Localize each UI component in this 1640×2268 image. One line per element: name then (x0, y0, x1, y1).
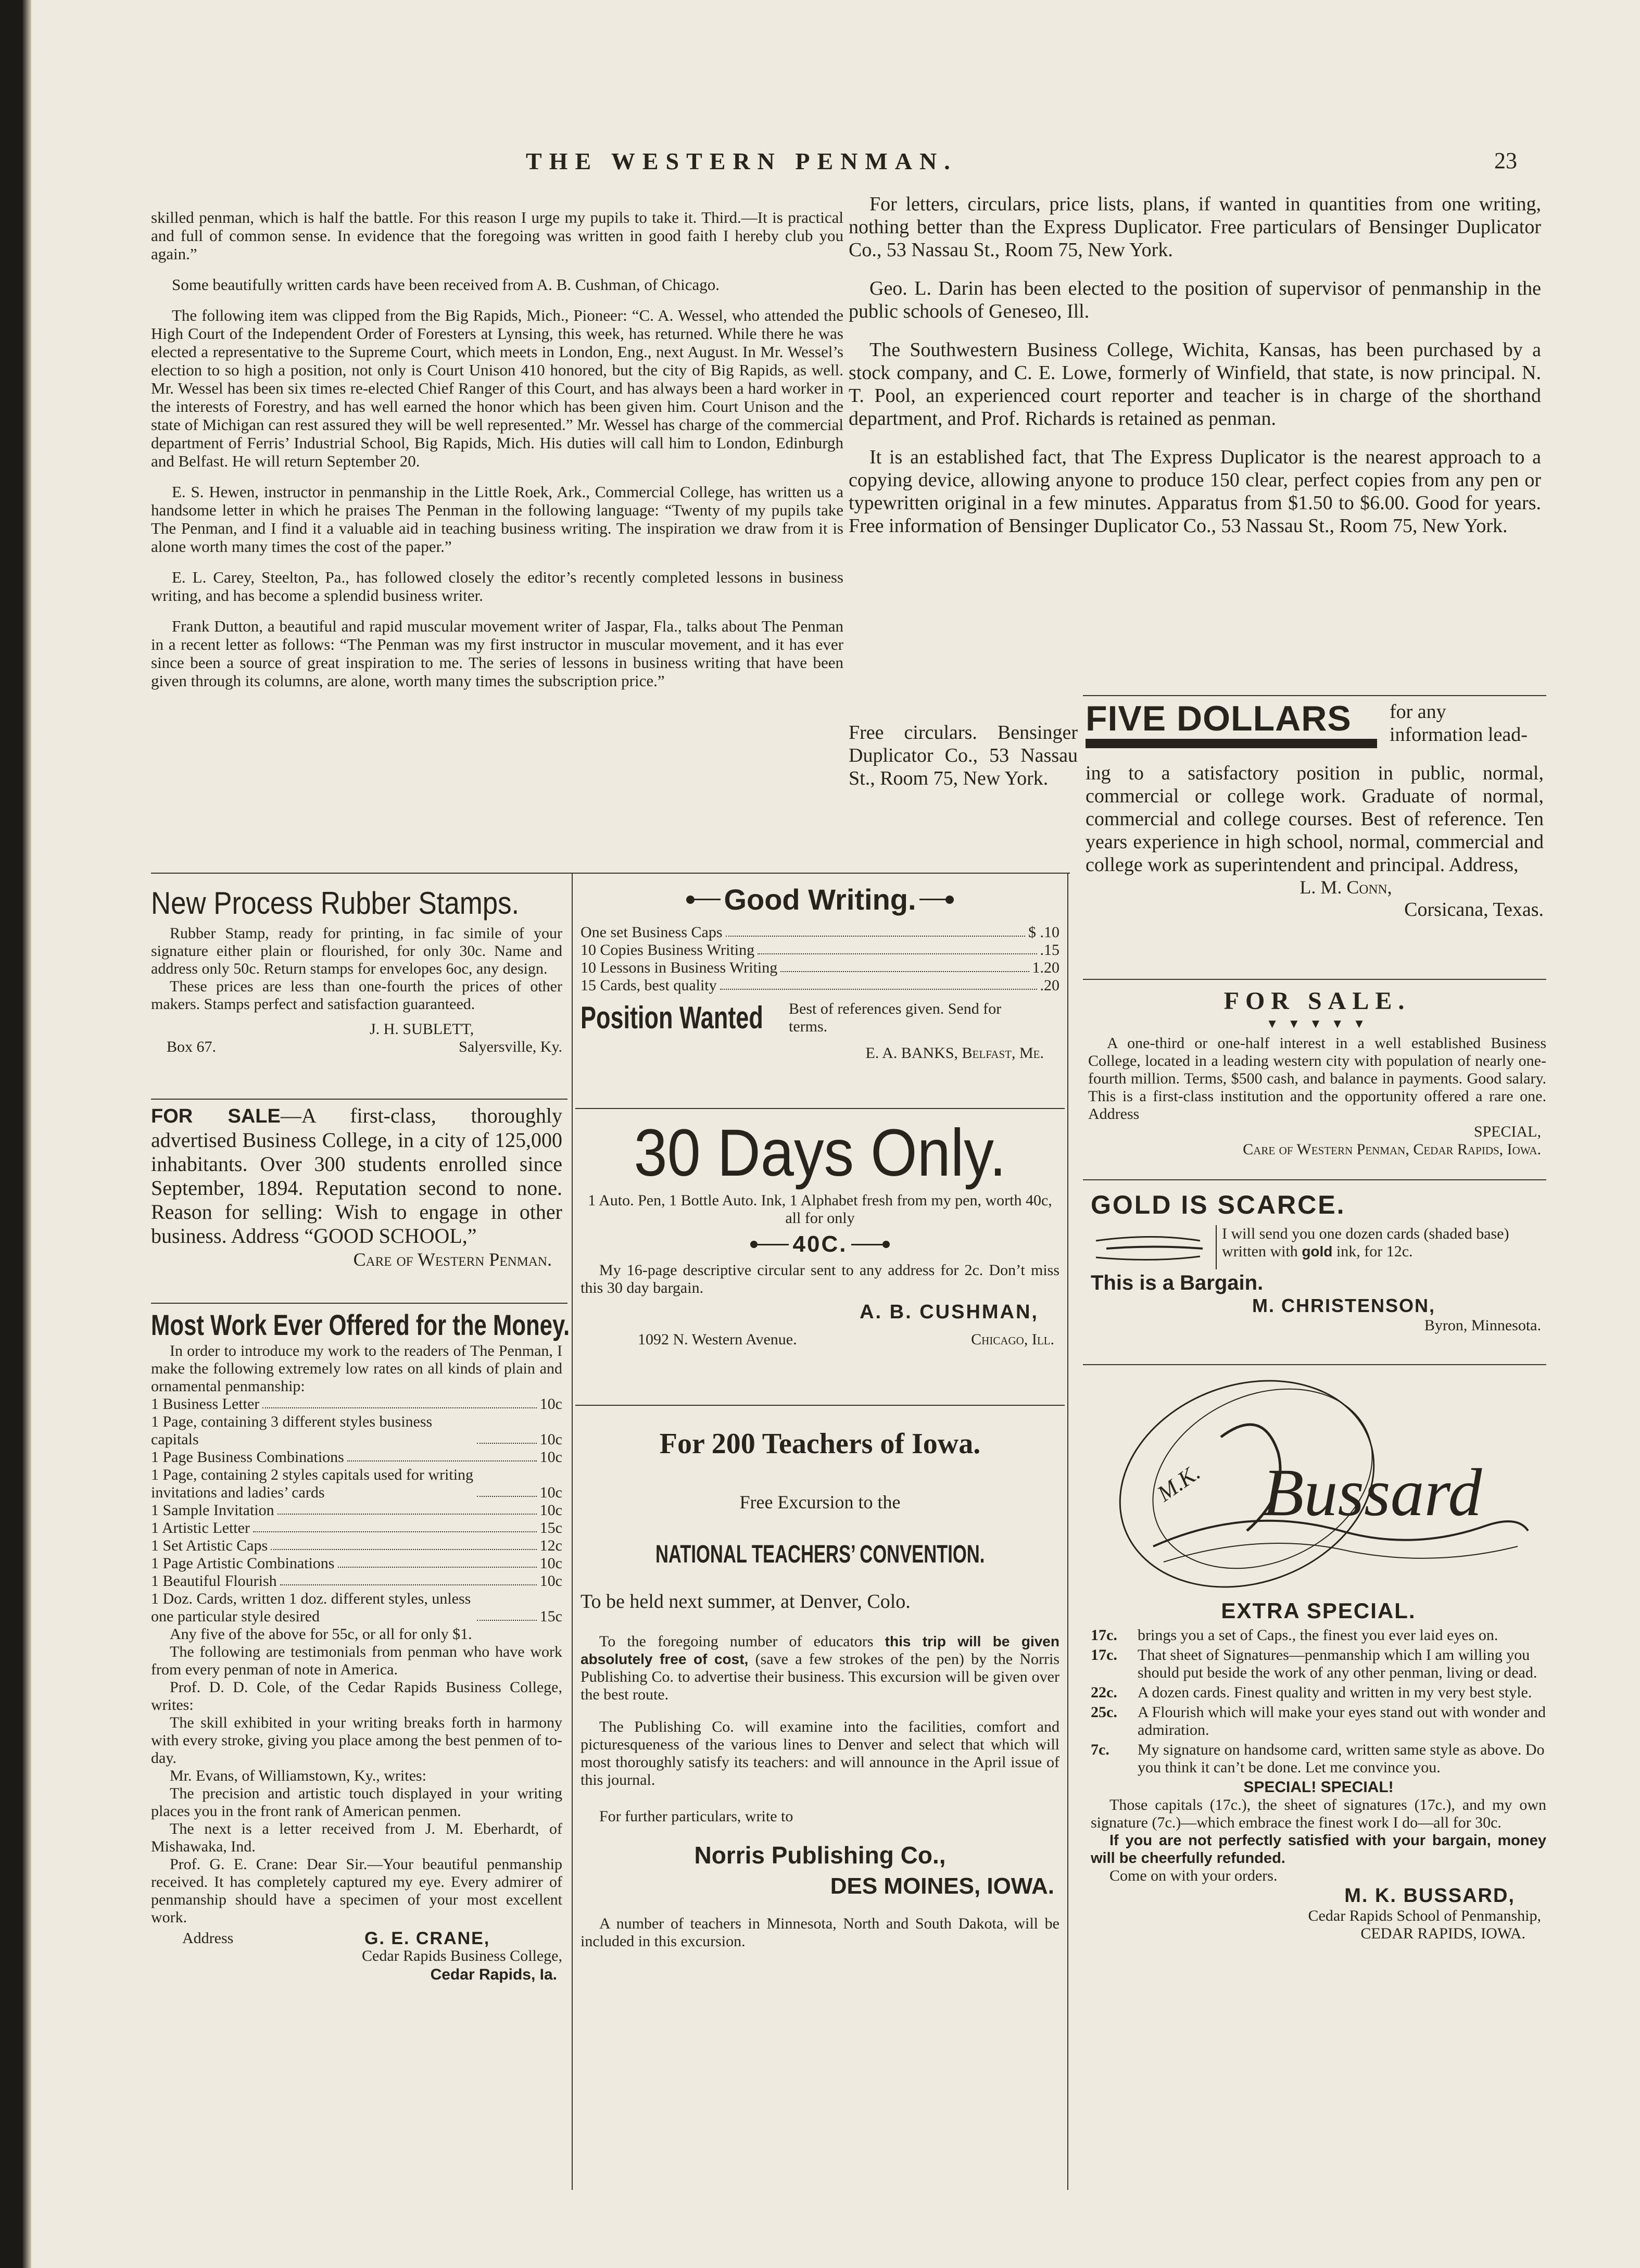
bullet-icon (945, 896, 954, 904)
item-label: 1 Page, containing 3 different styles business capitals (151, 1413, 433, 1448)
cole-quote: The skill exhibited in your writing breaks forth in harmony with every stroke, giving you place among the best penmen of to-day. (151, 1714, 562, 1767)
teachers-sub: Free Excursion to the (739, 1492, 901, 1513)
five-dollars-ad (1086, 700, 1544, 921)
rubber-stamps-ad (151, 885, 562, 1056)
for-sale-body: —A first-class, thoroughly advertised Business College, in a city of 125,000 inhabitants. Over 300 students enrolled since September, 1894. Reputation second to none. Reason for selling: Wish to engage in other business. Address “GOOD SCHOOL,” (151, 1104, 563, 1248)
news-paragraph: The Southwestern Business College, Wichita, Kansas, has been purchased by a stock company, and C. E. Lowe, formerly of Winfield, that state, is now principal. N. T. Pool, an experienced court reporter and teacher is in charge of the shorthand department, and Prof. Richards is retained as penman. (849, 339, 1541, 430)
divider (1083, 1364, 1546, 1365)
extra-special-item (1091, 1646, 1546, 1682)
item-price: $ .10 (1028, 924, 1059, 941)
teachers-p1 (581, 1633, 1059, 1704)
rubber-body-2: These prices are less than one-fourth the prices of other makers. Stamps perfect and satisfaction guaranteed. (151, 978, 562, 1013)
price-row (581, 941, 1059, 959)
item-price: 15c (539, 1608, 562, 1625)
item-label: 1 Page Business Combinations (151, 1448, 344, 1466)
item-price: 15c (539, 1519, 562, 1536)
item-text: That sheet of Signatures—penmanship which I am willing you should put beside the work of any other penman, living or dead. (1138, 1646, 1537, 1681)
item-label: 1 Sample Invitation (151, 1502, 274, 1519)
extra-special-title: EXTRA SPECIAL. (1221, 1598, 1416, 1623)
rubber-address-row (151, 1038, 562, 1056)
news-paragraph: E. S. Hewen, instructor in penmanship in the Little Roek, Ark., Commercial College, has written us a handsome letter in which he praises The Penman in the following language: “Twenty of my pupils take The Penman, and I find it a valuable aid in teaching business writing. The inspiration we draw from it is alone worth many times the cost of the paper.” (151, 483, 843, 556)
evans-quote: The precision and artistic touch displayed in your writing places you in the front rank of American penmen. (151, 1785, 562, 1820)
thirty-days-body: 1 Auto. Pen, 1 Bottle Auto. Ink, 1 Alphabet fresh from my pen, worth 40c, all for only (588, 1192, 1052, 1227)
item-label: 10 Lessons in Business Writing (581, 959, 778, 976)
item-label: 1 Page Artistic Combinations (151, 1555, 335, 1572)
five-dollars-title: FIVE DOLLARS (1086, 699, 1352, 738)
item-price: 10c (539, 1431, 562, 1448)
page-number: 23 (1494, 148, 1517, 173)
five-dollars-right-text: for any information lead- (1390, 701, 1528, 746)
dash-ornament (758, 1244, 789, 1245)
special-text: Those capitals (17c.), the sheet of signatures (17c.), and my own signature (7c.)—which embrace the finest work I do—all for 30c. (1091, 1796, 1546, 1831)
price-row (151, 1502, 562, 1519)
flourish-ornament (1091, 1225, 1216, 1269)
norris-publisher: Norris Publishing Co., (694, 1842, 946, 1869)
dot-leader (262, 1407, 536, 1408)
rubber-name: J. H. SUBLETT, (370, 1020, 474, 1038)
denver-line: To be held next summer, at Denver, Colo. (581, 1591, 911, 1612)
bullet-icon (750, 1241, 758, 1248)
gold-scarce-text (1216, 1225, 1546, 1269)
crane-quote: Prof. G. E. Crane: Dear Sir.—Your beautiful penmanship received. It has completely captured my eye. Every admirer of penmanship should have a specimen of your most excellent work. (151, 1856, 562, 1926)
item-label: 1 Artistic Letter (151, 1519, 250, 1536)
divider (151, 1099, 567, 1100)
item-price: 22c. (1091, 1684, 1117, 1701)
extra-special-ad (1091, 1598, 1546, 1943)
dash-ornament (851, 1244, 882, 1245)
most-work-ad (151, 1308, 570, 1988)
p1-text: To the foregoing number of educators (599, 1633, 885, 1650)
logo-initials: M.K. (1152, 1459, 1205, 1507)
crane-city: Cedar Rapids, Ia. (430, 1966, 557, 1983)
bargain-line: This is a Bargain. (1091, 1271, 1264, 1294)
news-paragraph: Geo. L. Darin has been elected to the position of supervisor of penmanship in the public schools of Geneseo, Ill. (849, 278, 1541, 322)
logo-name: Bussard (1263, 1455, 1482, 1530)
gold-scarce-ad (1091, 1190, 1546, 1334)
price-row (151, 1448, 562, 1466)
divider (575, 1405, 1065, 1406)
item-price: 17c. (1091, 1646, 1117, 1664)
any-five: Any five of the above for 55c, or all for only $1. (170, 1626, 472, 1643)
cushman-address-row (581, 1331, 1059, 1349)
christenson-city: Byron, Minnesota. (1424, 1317, 1541, 1334)
item-price: 10c (539, 1502, 562, 1519)
five-dollars-body: ing to a satisfactory position in public, normal, commercial or college work. Graduate of normal, commercial and college courses. Best of reference. Ten years experience in high school, normal, commercial and college work as superintendent and principal. Address, (1086, 762, 1544, 876)
teachers-p2: The Publishing Co. will examine into the facilities, comfort and picturesqueness of the various lines to Denver and select that which will most thoroughly satisfy its teachers: and will announce in the April issue of this journal. (581, 1718, 1059, 1788)
price-row (151, 1519, 562, 1537)
bullet-icon (686, 896, 695, 904)
rubber-city: Salyersville, Ky. (459, 1038, 562, 1055)
extra-special-list (1091, 1627, 1546, 1776)
item-price: 10c (539, 1395, 562, 1413)
banks-signature: E. A. BANKS, Belfast, Me. (865, 1044, 1044, 1062)
price-row (151, 1537, 562, 1555)
extra-special-item (1091, 1627, 1546, 1644)
news-paragraph: skilled penman, which is half the battle. For this reason I urge my pupils to take it. Third.—It is practical and full of common sense. In evidence that the foregoing was written in good faith I hereby club you again.” (151, 208, 843, 263)
convention-name: NATIONAL TEACHERS’ CONVENTION. (655, 1541, 985, 1568)
divider (1083, 695, 1546, 696)
bussard-logo (1091, 1375, 1544, 1604)
item-price: .20 (1040, 977, 1059, 994)
teachers-write-to: For further particulars, write to (599, 1808, 793, 1825)
item-price: 7c. (1091, 1741, 1109, 1758)
item-label: 1 Beautiful Flourish (151, 1572, 277, 1590)
column-rule (1067, 873, 1068, 2190)
crane-college: Cedar Rapids Business College, (362, 1947, 562, 1964)
free-circulars-note (849, 721, 1078, 805)
eberhardt: The next is a letter received from J. M. Eberhardt, of Mishawaka, Ind. (151, 1820, 562, 1855)
news-paragraph: The following item was clipped from the Big Rapids, Mich., Pioneer: “C. A. Wessel, who attended the High Court of the Independent Order of Foresters at Lynsing, this week, has returned. While there he was elected a representative to the Supreme Court, which meets in London, Eng., next August. In Mr. Wessel’s election to so high a position, not only is Court Unison 410 honored, but the city of Big Rapids, as well. Mr. Wessel has been six times re-elected Chief Ranger of this Court, and has always been a hard worker in the interests of Forestry, and has well earned the honor which has been given him. Court Unison and the state of Michigan can rest assured they will be well represented.” Mr. Wessel has charge of the commercial department of Ferris’ Industrial School, Big Rapids, Mich. His duties will call him to London, Edinburgh and Belfast. He will return September 20. (151, 306, 843, 470)
extra-special-item (1091, 1684, 1546, 1702)
item-price: 17c. (1091, 1627, 1117, 1644)
column-left-news (151, 208, 843, 702)
christenson-name: M. CHRISTENSON, (1252, 1295, 1436, 1316)
divider (151, 873, 1070, 874)
come-on-text: Come on with your orders. (1109, 1867, 1278, 1884)
most-work-title: Most Work Ever Offered for the Money. (151, 1308, 570, 1341)
rubber-body: Rubber Stamp, ready for printing, in fac simile of your signature either plain or flourished, for only 30c. Name and address only 50c. Return stamps for envelopes 6oc, any design. (151, 925, 562, 977)
dot-leader (477, 1496, 537, 1497)
guarantee-text: If you are not perfectly satisfied with your bargain, money will be cheerfully refunded. (1091, 1832, 1546, 1867)
for-sale-label: FOR SALE (151, 1105, 281, 1127)
dot-leader (338, 1567, 537, 1568)
divider (575, 1108, 1065, 1109)
item-text: A Flourish which will make your eyes stand out with wonder and admiration. (1138, 1704, 1546, 1738)
teachers-title: For 200 Teachers of Iowa. (659, 1428, 981, 1460)
price-row (151, 1555, 562, 1572)
thirty-days-price: 40C. (792, 1231, 848, 1257)
item-price: 10c (539, 1555, 562, 1572)
testimonials: The following are testimonials from penman who have work from every penman of note in America. (151, 1643, 562, 1678)
for-sale-right-body: A one-third or one-half interest in a well established Business College, located in a leading western city with population of nearly one-fourth million. Terms, $500 cash, and balance in payments. Good salary. This is a first-class institution and the opportunity offered a rare one. Address (1088, 1035, 1546, 1123)
rubber-box: Box 67. (167, 1038, 217, 1055)
bullet-icon (882, 1241, 890, 1248)
price-row (151, 1590, 562, 1626)
column-rule (572, 873, 573, 2190)
item-price: 1.20 (1032, 959, 1059, 976)
item-label: One set Business Caps (581, 924, 723, 941)
teachers-note: A number of teachers in Minnesota, North and South Dakota, will be included in this excursion. (581, 1915, 1059, 1950)
news-paragraph: Frank Dutton, a beautiful and rapid muscular movement writer of Jaspar, Fla., talks about The Penman in a recent letter as follows: “The Penman was my first instructor in muscular movement, and it has ever since been a source of great inspiration to me. The series of lessons in business writing that have been given through its columns, are alone, worth many times the subscription price.” (151, 617, 843, 690)
item-label: 1 Page, containing 2 styles capitals used for writing invitations and ladies’ cards (151, 1466, 474, 1501)
item-text: My signature on handsome card, written same style as above. Do you think it can’t be done. Let me convince you. (1138, 1741, 1545, 1776)
p1-text-end: (save a few strokes of the pen) by the Norris Publishing Co. to advertise their business. This excursion will be given over the best route. (581, 1650, 1060, 1703)
cole: Prof. D. D. Cole, of the Cedar Rapids Business College, writes: (151, 1679, 562, 1713)
thirty-days-body-2: My 16-page descriptive circular sent to any address for 2c. Don’t miss this 30 day bargain. (581, 1262, 1059, 1296)
for-sale-right-care: Care of Western Penman, Cedar Rapids, Iowa. (1243, 1141, 1541, 1158)
dot-leader (477, 1620, 537, 1621)
p1-bold-text: this trip will be given absolutely free of cost, (581, 1633, 1059, 1667)
for-sale-left-ad (151, 1104, 562, 1271)
divider (151, 1303, 567, 1304)
gold-text-end: ink, for 12c. (1332, 1243, 1413, 1260)
item-price: 12c (539, 1537, 562, 1554)
extra-special-item (1091, 1741, 1546, 1776)
bussard-school: Cedar Rapids School of Penmanship, (1308, 1907, 1541, 1924)
item-label: 1 Business Letter (151, 1395, 260, 1413)
gold-scarce-title: GOLD IS SCARCE. (1091, 1190, 1346, 1219)
dot-leader (280, 1584, 537, 1585)
crane-name: G. E. CRANE, (364, 1929, 490, 1948)
dash-ornament (695, 899, 721, 900)
most-work-intro: In order to introduce my work to the readers of The Penman, I make the following extremely low rates on all kinds of plain and ornamental penmanship: (151, 1342, 562, 1395)
arrow-ornament: ▼ ▼ ▼ ▼ ▼ (1266, 1017, 1369, 1031)
price-row (151, 1572, 562, 1590)
special-special: SPECIAL! SPECIAL! (1243, 1779, 1394, 1796)
bussard-signature-icon (1091, 1375, 1544, 1604)
book-spine (0, 0, 31, 2268)
five-dollars-city: Corsicana, Texas. (1404, 899, 1544, 921)
item-label: 1 Set Artistic Caps (151, 1537, 268, 1554)
free-circulars-text: Free circulars. Bensinger Duplicator Co., 53 Nassau St., Room 75, New York. (849, 722, 1078, 789)
news-paragraph: E. L. Carey, Steelton, Pa., has followed closely the editor’s recently completed lessons in business writing, and has become a splendid business writer. (151, 568, 843, 604)
thirty-days-title: 30 Days Only. (634, 1116, 1006, 1190)
title-bar (1086, 739, 1377, 748)
page-header-title: THE WESTERN PENMAN. (526, 148, 957, 174)
news-paragraph: It is an established fact, that The Express Duplicator is the nearest approach to a copying device, allowing anyone to produce 150 clear, perfect copies from any pen or typewritten original in a few minutes. Apparatus from $1.50 to $6.00. Good for years. Free information of Bensinger Duplicator Co., 53 Nassau St., Room 75, New York. (849, 446, 1541, 537)
dot-leader (726, 924, 1026, 937)
item-price: 25c. (1091, 1704, 1117, 1721)
price-row (581, 924, 1059, 941)
item-text: brings you a set of Caps., the finest you ever laid eyes on. (1138, 1627, 1498, 1644)
position-wanted-title: Position Wanted (581, 1000, 763, 1035)
cushman-city: Chicago, Ill. (971, 1331, 1054, 1348)
price-row (581, 977, 1059, 994)
for-sale-right-title: FOR SALE. (1223, 987, 1411, 1015)
five-dollars-name: L. M. Conn, (1300, 877, 1392, 898)
price-row (581, 959, 1059, 977)
price-row (151, 1395, 562, 1413)
item-label: 15 Cards, best quality (581, 977, 717, 994)
good-writing-ad (581, 883, 1059, 1062)
rubber-stamps-title: New Process Rubber Stamps. (151, 886, 520, 921)
divider (1083, 979, 1546, 980)
dash-ornament (919, 899, 945, 900)
cushman-name: A. B. CUSHMAN, (860, 1301, 1039, 1323)
extra-special-item (1091, 1704, 1546, 1739)
item-price: .15 (1040, 941, 1059, 959)
news-paragraph: For letters, circulars, price lists, plans, if wanted in quantities from one writing, nothing better than the Express Duplicator. Free particulars of Bensinger Duplicator Co., 53 Nassau St., Room 75, New York. (849, 193, 1541, 261)
teachers-convention (581, 1540, 1059, 1566)
dot-leader (477, 1443, 537, 1444)
item-price: 10c (539, 1484, 562, 1501)
evans: Mr. Evans, of Williamstown, Ky., writes: (170, 1767, 426, 1784)
for-sale-care: Care of Western Penman. (353, 1249, 552, 1270)
good-writing-prices (581, 924, 1059, 994)
news-paragraph: Some beautifully written cards have been received from A. B. Cushman, of Chicago. (172, 275, 720, 294)
item-price: 10c (539, 1572, 562, 1590)
item-label: 10 Copies Business Writing (581, 941, 755, 959)
for-sale-right-ad (1088, 987, 1546, 1158)
divider (1083, 1179, 1546, 1180)
dot-leader (780, 959, 1029, 972)
teachers-ad (581, 1427, 1059, 1950)
good-writing-title: Good Writing. (724, 883, 916, 916)
norris-city: DES MOINES, IOWA. (830, 1873, 1054, 1899)
price-row (151, 1466, 562, 1502)
gold-text: I will send you one dozen cards (shaded base) written with (1222, 1225, 1509, 1260)
price-row (151, 1413, 562, 1448)
thirty-days-ad (581, 1117, 1059, 1349)
cushman-address: 1092 N. Western Avenue. (638, 1331, 797, 1348)
price-list (151, 1395, 562, 1626)
dot-leader (253, 1531, 537, 1532)
item-price: 10c (539, 1448, 562, 1466)
dot-leader (720, 977, 1037, 990)
gold-bold-text: gold (1302, 1243, 1333, 1259)
bussard-city: CEDAR RAPIDS, IOWA. (1360, 1925, 1525, 1942)
column-right-news (849, 193, 1541, 553)
bussard-name: M. K. BUSSARD, (1344, 1885, 1515, 1907)
item-label: 1 Doz. Cards, written 1 doz. different styles, unless one particular style desired (151, 1590, 471, 1625)
dot-leader (271, 1549, 537, 1550)
item-text: A dozen cards. Finest quality and written in my very best style. (1138, 1684, 1532, 1701)
dot-leader (758, 941, 1037, 954)
flourish-icon (1091, 1230, 1210, 1267)
for-sale-special: SPECIAL, (1473, 1123, 1541, 1140)
position-wanted-text: Best of references given. Send for terms. (789, 1000, 1002, 1035)
dot-leader (347, 1460, 537, 1461)
dot-leader (277, 1514, 537, 1515)
address-label: Address (182, 1930, 234, 1947)
journal-page (31, 0, 1640, 2268)
